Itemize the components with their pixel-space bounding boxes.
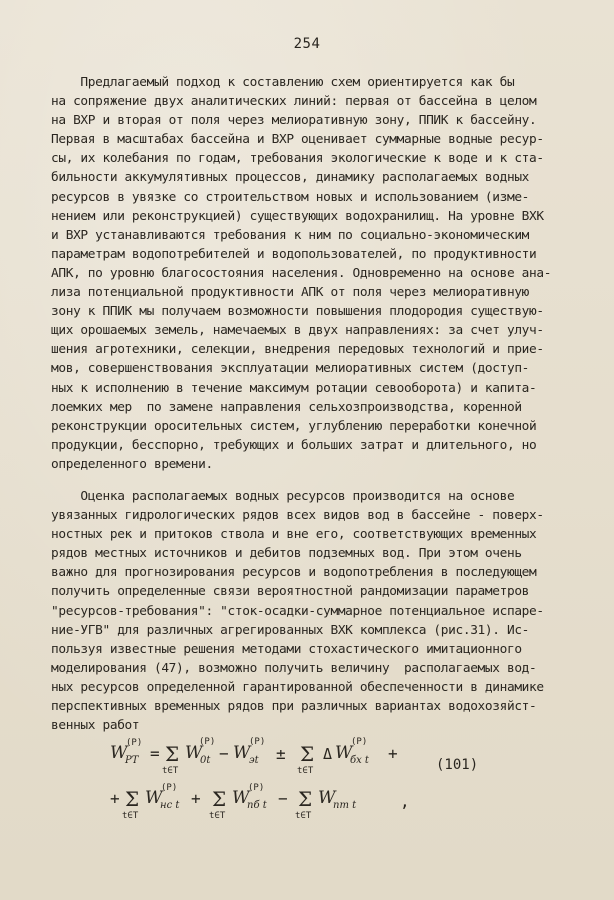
paragraph-2 <box>51 487 591 735</box>
formula-minus-1: − <box>219 744 229 763</box>
formula-equals: = <box>150 744 160 763</box>
text-line: моделирования (47), возможно получить величину располагаемых вод- <box>51 660 537 676</box>
text-line: увязанных гидрологических рядов всех видов вод в бассейне - поверх- <box>51 508 544 524</box>
text-line: получить определенные связи вероятностной рандомизации параметров <box>51 584 530 600</box>
text-line: "ресурсов-требования": "сток-осадки-суммарное потенциальное испаре- <box>51 603 544 619</box>
formula-lhs-sup: (P) <box>126 738 143 748</box>
equation-number: (101) <box>436 757 479 773</box>
formula-w-nc: W <box>145 788 163 808</box>
formula-101 <box>110 732 590 822</box>
text-line: важно для прогнозирования ресурсов и водопотребления в последующем <box>51 565 537 581</box>
text-line: продукции, бесспорно, требующих и больших затрат и длительного, но <box>51 437 537 453</box>
formula-svg <box>110 732 590 822</box>
formula-w-0-sup: (P) <box>199 737 216 747</box>
formula-sum-5: Σ <box>298 787 313 811</box>
formula-w-nc-sup: (P) <box>161 783 178 793</box>
formula-plusminus: ± <box>276 744 286 763</box>
text-line: сы, их колебания по годам, требования экологические к воде и к ста- <box>51 151 544 167</box>
page-number: 254 <box>293 36 321 52</box>
text-line: ных к исполнению в течение максимум ротации севооборота) и капита- <box>51 380 537 396</box>
formula-w-pt: W <box>318 788 336 808</box>
text-line: лоемких мер по замене направления сельхозпроизводства, коренной <box>51 399 522 415</box>
formula-w-e-sup: (P) <box>249 737 266 747</box>
text-line: нением или реконструкцией) существующих водохранилищ. На уровне ВХК <box>51 208 544 224</box>
paragraph-1 <box>51 73 591 474</box>
text-line: щих орошаемых земель, намечаемых в двух направлениях: за счет улуч- <box>51 323 544 339</box>
formula-sum-3-index: t∈T <box>122 811 139 821</box>
text-line: ных ресурсов определенной гарантированной обеспеченности в динамике <box>51 679 544 695</box>
text-line: венных работ <box>51 718 140 734</box>
formula-minus-2: − <box>278 789 288 808</box>
text-line: на сопряжение двух аналитических линий: первая от бассейна в целом <box>51 94 537 110</box>
formula-sum-4: Σ <box>212 787 227 811</box>
text-line: перспективных временных рядов при различных вариантах водохозяйст- <box>51 699 537 715</box>
text-line: параметрам водопотребителей и водопользователей, по продуктивности <box>51 246 537 262</box>
text-line: ние-УГВ" для различных агрегированных ВХК комплекса (рис.31). Ис- <box>51 622 530 638</box>
formula-sum-2: Σ <box>300 742 315 766</box>
text-line: бильности аккумулятивных процессов, динамику располагаемых водных <box>51 170 530 186</box>
formula-w-pb-sup: (P) <box>248 783 265 793</box>
formula-sum-5-index: t∈T <box>295 811 312 821</box>
formula-w-e-sub: эt <box>249 755 259 766</box>
text-line: на ВХР и вторая от поля через мелиоративную зону, ППИК к бассейну. <box>51 113 537 129</box>
formula-trailing-comma: , <box>400 792 410 811</box>
text-line: определенного времени. <box>51 456 213 472</box>
formula-lhs-w: W <box>110 743 128 763</box>
text-line: и ВХР устанавливаются требования к ним по социально-экономическим <box>51 227 530 243</box>
formula-w-bx-sup: (P) <box>351 737 368 747</box>
formula-lhs-sub: PT <box>125 755 139 766</box>
formula-delta: Δ <box>323 745 333 763</box>
formula-w-e: W <box>233 743 251 763</box>
text-line: Оценка располагаемых водных ресурсов производится на основе <box>51 489 515 504</box>
text-line: лиза потенциальной продуктивности АПК от поля через мелиоративную <box>51 285 530 301</box>
formula-w-nc-sub: нс t <box>160 800 180 811</box>
text-line: ресурсов в увязке со строительством новых и использованием (изме- <box>51 189 530 205</box>
text-line: Предлагаемый подход к составлению схем ориентируется как бы <box>51 75 515 90</box>
text-line: ностных рек и притоков ствола и вне его, соответствующих временных <box>51 527 537 543</box>
formula-plus-2: + <box>110 789 120 808</box>
text-line: Первая в масштабах бассейна и ВХР оценивает суммарные водные ресур- <box>51 132 544 148</box>
text-line: мов, совершенствования эксплуатации мелиоративных систем (доступ- <box>51 361 530 377</box>
text-line: зону к ППИК мы получаем возможности повышения плодородия существую- <box>51 304 544 320</box>
formula-w-0: W <box>185 743 203 763</box>
formula-sum-4-index: t∈T <box>209 811 226 821</box>
text-line: реконструкции оросительных систем, углублению переработки конечной <box>51 418 537 434</box>
text-line: шения агротехники, селекции, внедрения передовых технологий и прие- <box>51 342 544 358</box>
formula-plus-1: + <box>388 744 398 763</box>
text-line: АПК, по уровню благосостояния населения. Одновременно на основе ана- <box>51 265 552 281</box>
formula-sum-1: Σ <box>165 742 180 766</box>
text-line: рядов местных источников и дебитов подземных вод. При этом очень <box>51 546 522 562</box>
formula-plus-3: + <box>191 789 201 808</box>
formula-w-pt-sub: пт t <box>333 800 357 811</box>
formula-sum-3: Σ <box>125 787 140 811</box>
formula-sum-2-index: t∈T <box>297 766 314 776</box>
formula-w-bx: W <box>335 743 353 763</box>
formula-w-0-sub: 0t <box>200 755 211 766</box>
formula-w-pb-sub: пб t <box>247 800 267 811</box>
text-line: пользуя известные решения методами стохастического имитационного <box>51 641 522 657</box>
formula-w-pb: W <box>232 788 250 808</box>
formula-w-bx-sub: бx t <box>350 755 369 766</box>
formula-sum-1-index: t∈T <box>162 766 179 776</box>
